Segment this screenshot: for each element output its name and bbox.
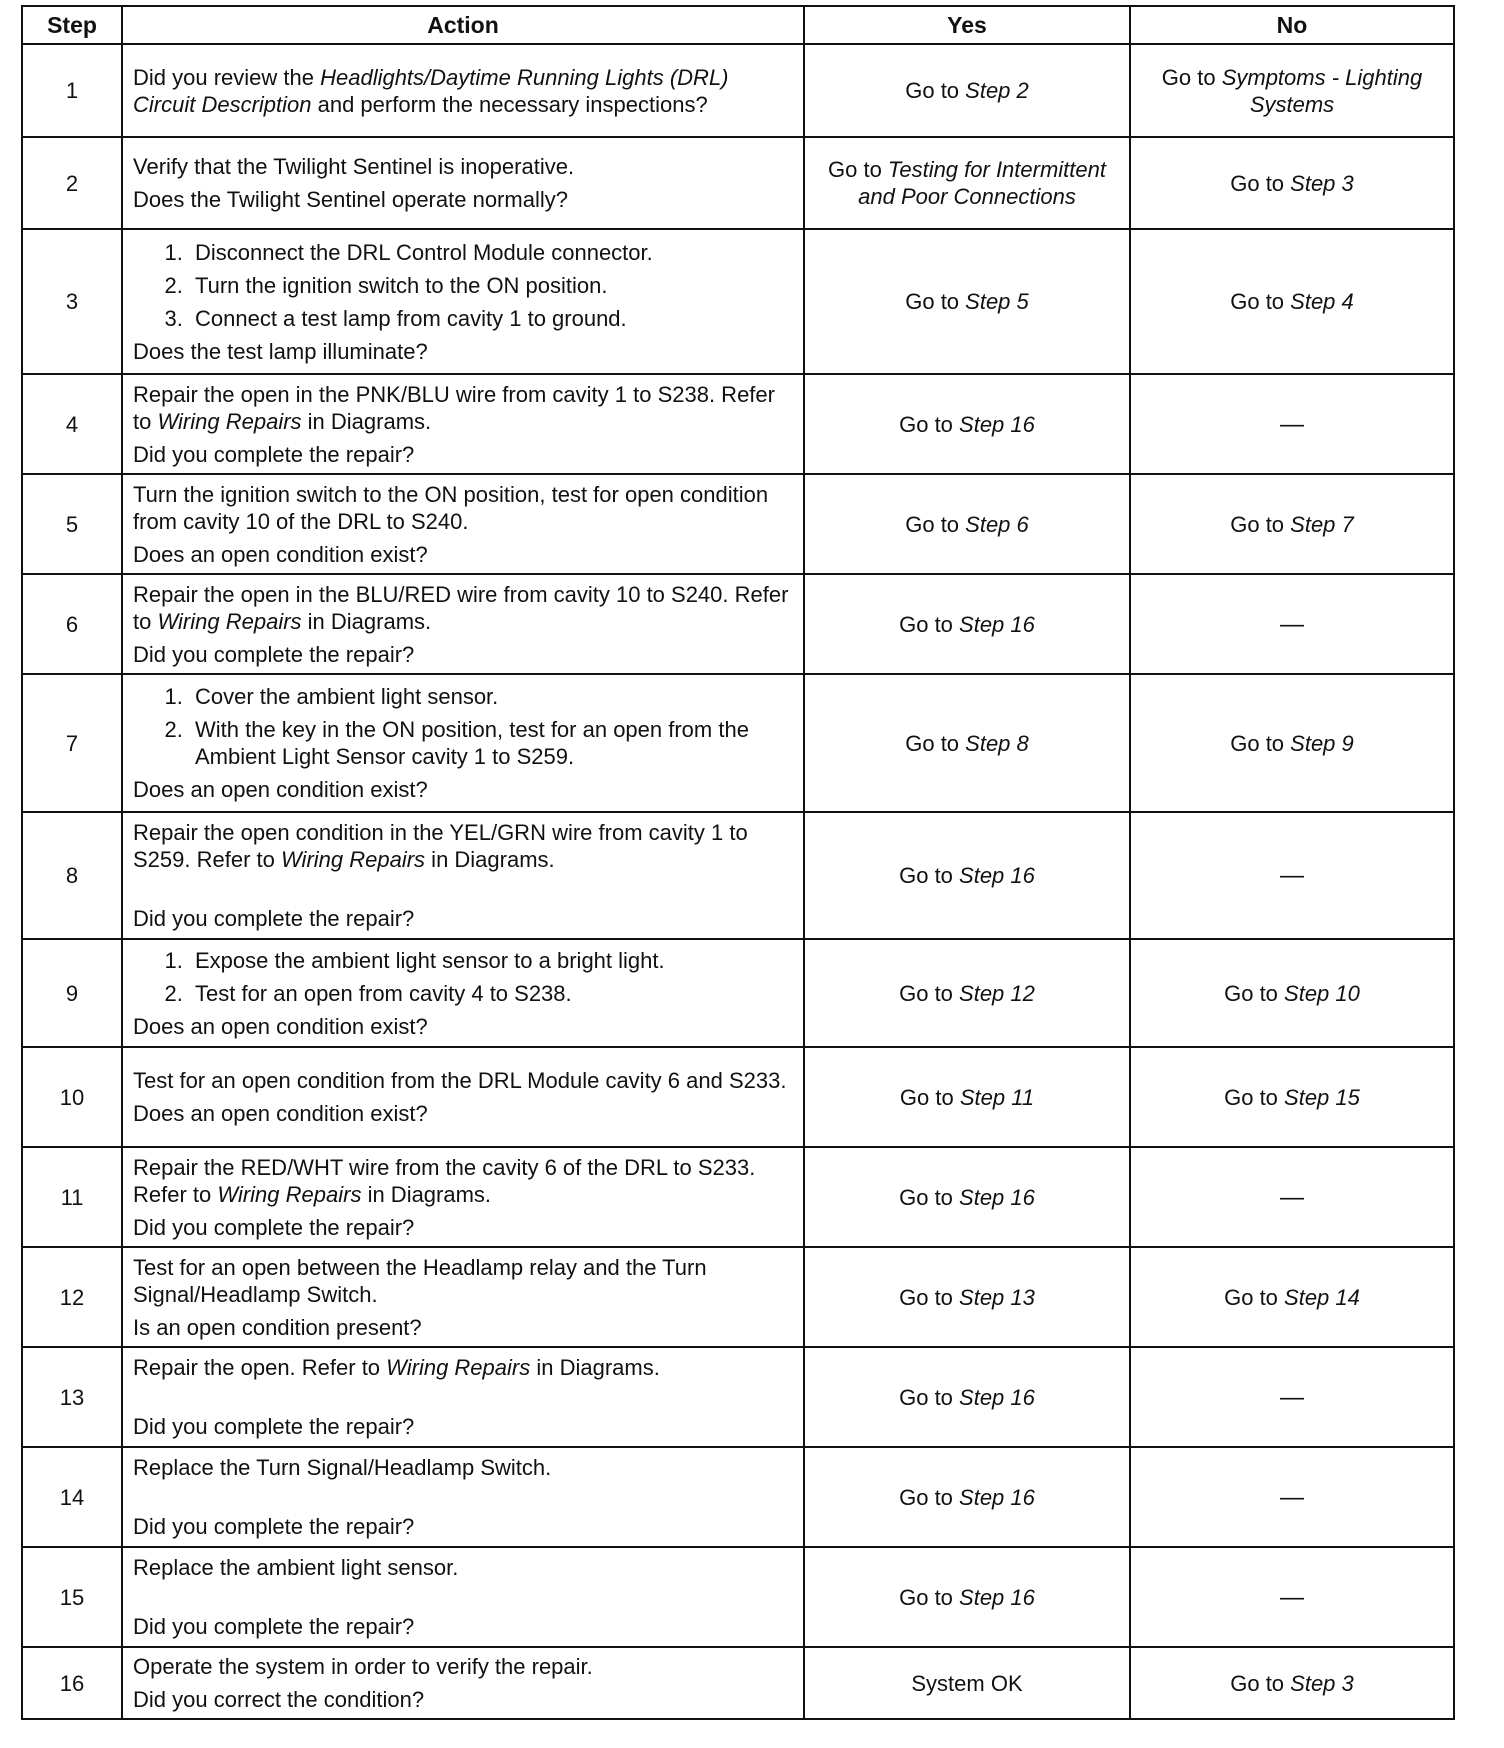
step-number: 11	[22, 1147, 122, 1247]
yes-cell: Go to Step 8	[804, 674, 1130, 812]
yes-cell: Go to Testing for Intermittent and Poor Connections	[804, 137, 1130, 229]
yes-cell: Go to Step 11	[804, 1047, 1130, 1147]
no-cell: —	[1130, 574, 1454, 674]
no-cell: Go to Step 3	[1130, 1647, 1454, 1719]
substep-list	[133, 239, 793, 332]
no-cell: Go to Step 7	[1130, 474, 1454, 574]
step-number: 2	[22, 137, 122, 229]
step-number: 10	[22, 1047, 122, 1147]
table-row	[22, 374, 1454, 474]
step-number: 9	[22, 939, 122, 1047]
substep-item: 2. Test for an open from cavity 4 to S238.	[189, 980, 793, 1007]
step-number: 12	[22, 1247, 122, 1347]
yes-cell: Go to Step 16	[804, 812, 1130, 939]
yes-cell: Go to Step 13	[804, 1247, 1130, 1347]
yes-cell: Go to Step 16	[804, 1447, 1130, 1547]
no-cell: Go to Step 3	[1130, 137, 1454, 229]
table-row	[22, 1447, 1454, 1547]
yes-cell: Go to Step 16	[804, 1147, 1130, 1247]
step-number: 1	[22, 44, 122, 137]
header-action: Action	[122, 6, 804, 44]
action-cell: Replace the Turn Signal/Headlamp Switch. Did you complete the repair?	[122, 1447, 804, 1547]
action-cell: Repair the open in the BLU/RED wire from cavity 10 to S240. Refer to Wiring Repairs in Diagrams. Did you complete the repair?	[122, 574, 804, 674]
table-row	[22, 137, 1454, 229]
table-row	[22, 674, 1454, 812]
yes-cell: Go to Step 12	[804, 939, 1130, 1047]
no-cell: Go to Step 15	[1130, 1047, 1454, 1147]
action-cell: Verify that the Twilight Sentinel is inoperative. Does the Twilight Sentinel operate normally?	[122, 137, 804, 229]
action-cell: 1. Expose the ambient light sensor to a bright light. 2. Test for an open from cavity 4 to S238. Does an open condition exist?	[122, 939, 804, 1047]
action-cell: Did you review the Headlights/Daytime Running Lights (DRL) Circuit Description and perform the necessary inspections?	[122, 44, 804, 137]
yes-cell: Go to Step 2	[804, 44, 1130, 137]
no-cell: —	[1130, 1447, 1454, 1547]
table-row	[22, 1347, 1454, 1447]
table-row	[22, 474, 1454, 574]
no-cell: Go to Step 4	[1130, 229, 1454, 374]
diagnostic-table	[21, 5, 1455, 1720]
table-row	[22, 574, 1454, 674]
substep-item: 2. Turn the ignition switch to the ON position.	[189, 272, 793, 299]
no-cell: Go to Step 9	[1130, 674, 1454, 812]
action-cell: Repair the open condition in the YEL/GRN wire from cavity 1 to S259. Refer to Wiring Repairs in Diagrams. Did you complete the repair?	[122, 812, 804, 939]
yes-cell: Go to Step 16	[804, 1347, 1130, 1447]
action-cell: 1. Disconnect the DRL Control Module connector. 2. Turn the ignition switch to the ON position. 3. Connect a test lamp from cavity 1 to ground. Does the test lamp illuminate?	[122, 229, 804, 374]
yes-cell: Go to Step 16	[804, 1547, 1130, 1647]
substep-item: 1. Cover the ambient light sensor.	[189, 683, 793, 710]
action-cell: Test for an open between the Headlamp relay and the Turn Signal/Headlamp Switch. Is an open condition present?	[122, 1247, 804, 1347]
header-row	[22, 6, 1454, 44]
substep-item: 1. Expose the ambient light sensor to a bright light.	[189, 947, 793, 974]
table-row	[22, 812, 1454, 939]
action-cell: Operate the system in order to verify the repair. Did you correct the condition?	[122, 1647, 804, 1719]
substep-list	[133, 947, 793, 1007]
action-cell: Turn the ignition switch to the ON position, test for open condition from cavity 10 of the DRL to S240. Does an open condition exist?	[122, 474, 804, 574]
action-cell: Repair the open. Refer to Wiring Repairs in Diagrams. Did you complete the repair?	[122, 1347, 804, 1447]
substep-item: 2. With the key in the ON position, test for an open from the Ambient Light Sensor cavity 1 to S259.	[189, 716, 793, 770]
substep-item: 1. Disconnect the DRL Control Module connector.	[189, 239, 793, 266]
table-row	[22, 1247, 1454, 1347]
step-number: 6	[22, 574, 122, 674]
table-row	[22, 1547, 1454, 1647]
step-number: 5	[22, 474, 122, 574]
header-step: Step	[22, 6, 122, 44]
table-row	[22, 1647, 1454, 1719]
step-number: 4	[22, 374, 122, 474]
substep-list	[133, 683, 793, 770]
step-number: 15	[22, 1547, 122, 1647]
action-cell: Replace the ambient light sensor. Did you complete the repair?	[122, 1547, 804, 1647]
table-row	[22, 1047, 1454, 1147]
yes-cell: Go to Step 6	[804, 474, 1130, 574]
no-cell: Go to Symptoms - Lighting Systems	[1130, 44, 1454, 137]
table-row	[22, 229, 1454, 374]
header-no: No	[1130, 6, 1454, 44]
yes-cell: System OK	[804, 1647, 1130, 1719]
no-cell: —	[1130, 1547, 1454, 1647]
substep-item: 3. Connect a test lamp from cavity 1 to ground.	[189, 305, 793, 332]
no-cell: Go to Step 14	[1130, 1247, 1454, 1347]
no-cell: —	[1130, 374, 1454, 474]
table-row	[22, 939, 1454, 1047]
action-cell: 1. Cover the ambient light sensor. 2. With the key in the ON position, test for an open from the Ambient Light Sensor cavity 1 to S259. Does an open condition exist?	[122, 674, 804, 812]
action-cell: Repair the open in the PNK/BLU wire from cavity 1 to S238. Refer to Wiring Repairs in Diagrams. Did you complete the repair?	[122, 374, 804, 474]
action-cell: Test for an open condition from the DRL Module cavity 6 and S233. Does an open condition exist?	[122, 1047, 804, 1147]
yes-cell: Go to Step 16	[804, 574, 1130, 674]
header-yes: Yes	[804, 6, 1130, 44]
no-cell: —	[1130, 812, 1454, 939]
table-row	[22, 44, 1454, 137]
no-cell: Go to Step 10	[1130, 939, 1454, 1047]
step-number: 14	[22, 1447, 122, 1547]
action-cell: Repair the RED/WHT wire from the cavity 6 of the DRL to S233. Refer to Wiring Repairs in Diagrams. Did you complete the repair?	[122, 1147, 804, 1247]
step-number: 3	[22, 229, 122, 374]
step-number: 7	[22, 674, 122, 812]
table-row	[22, 1147, 1454, 1247]
yes-cell: Go to Step 5	[804, 229, 1130, 374]
no-cell: —	[1130, 1147, 1454, 1247]
step-number: 8	[22, 812, 122, 939]
no-cell: —	[1130, 1347, 1454, 1447]
step-number: 13	[22, 1347, 122, 1447]
step-number: 16	[22, 1647, 122, 1719]
yes-cell: Go to Step 16	[804, 374, 1130, 474]
